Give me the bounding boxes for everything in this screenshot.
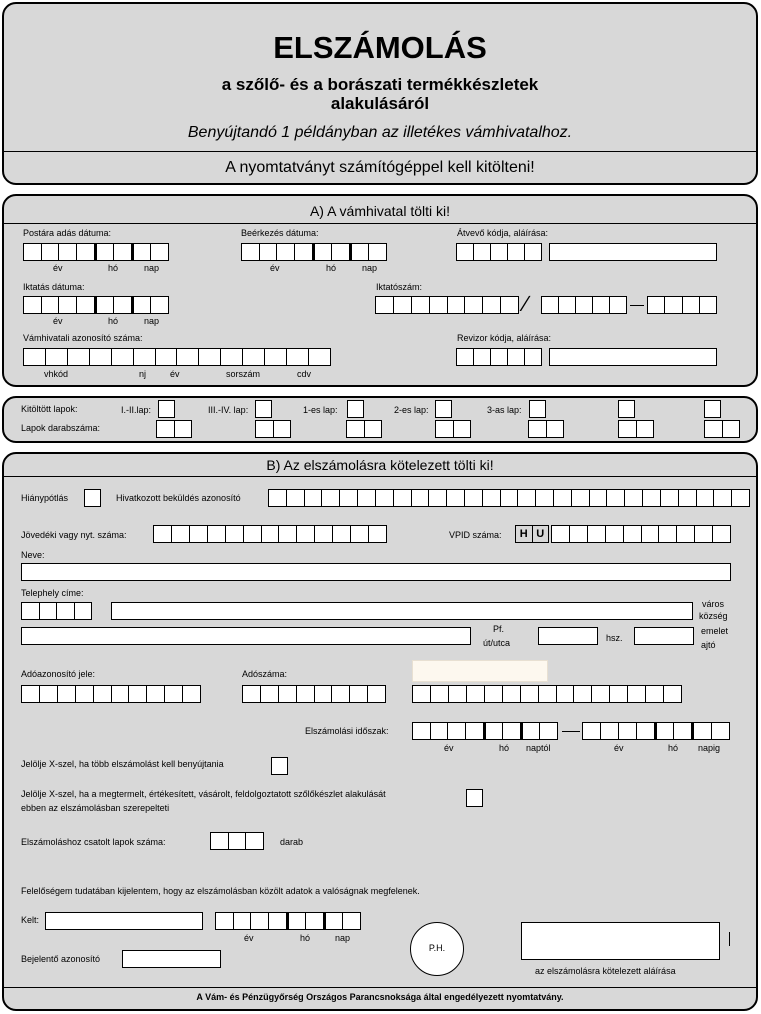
arrival-date-label: Beérkezés dátuma: (241, 228, 319, 238)
page-check-1-2[interactable] (158, 400, 175, 418)
house-number-label: hsz. (606, 633, 623, 643)
footer-divider (4, 987, 756, 988)
filled-pages-label: Kitöltött lapok: (21, 404, 78, 414)
ref-id-label: Hivatkozott beküldés azonosító (116, 493, 241, 503)
posting-date-day: nap (144, 263, 160, 273)
registration-date-label: Iktatás dátuma: (23, 282, 85, 292)
page-count-3-4[interactable] (255, 420, 291, 438)
submission-note: Benyújtandó 1 példányban az illetékes vámhivatalhoz. (187, 124, 573, 141)
section-a-divider (4, 223, 756, 224)
tax-number-extended-field[interactable] (412, 685, 682, 703)
header-divider (4, 151, 756, 152)
registration-slash: ∕ (524, 291, 528, 316)
multi-label: Jelölje X-szel, ha több elszámolást kell benyújtania (21, 759, 224, 769)
inspector-code-field[interactable] (456, 348, 542, 366)
registration-number-part3[interactable] (647, 296, 717, 314)
period-to-year: év (614, 743, 624, 753)
inspector-label: Revizor kódja, aláírása: (457, 333, 552, 343)
excise-number-field[interactable] (153, 525, 387, 543)
page-label-1-2: I.-II.lap: (121, 405, 152, 415)
tax-number-label: Adószáma: (242, 669, 288, 679)
reporter-field[interactable] (122, 950, 221, 968)
site-label: Telephely címe: (21, 588, 84, 598)
city-field[interactable] (111, 602, 693, 620)
page-count-label: Lapok darabszáma: (21, 423, 101, 433)
grape-checkbox[interactable] (466, 789, 483, 807)
deficiency-checkbox[interactable] (84, 489, 101, 507)
vpid-prefix (515, 525, 549, 543)
page-label-2: 2-es lap: (394, 405, 429, 415)
period-to-field[interactable] (582, 722, 730, 740)
customs-id-vhkod: vhkód (44, 369, 69, 379)
grape-line2: ebben az elszámolásban szerepelteti (21, 803, 170, 813)
tax-number-field[interactable] (242, 685, 386, 703)
vpid-label: VPID száma: (449, 530, 502, 540)
sign-date-field[interactable] (215, 912, 361, 930)
customs-id-field[interactable] (23, 348, 331, 366)
period-from-month: hó (499, 743, 510, 753)
grape-line1: Jelölje X-szel, ha a megtermelt, értékesített, vásárolt, feldolgoztatott szőlőkészlet alakulását (21, 789, 386, 799)
page-count-7[interactable] (704, 420, 740, 438)
period-from-year: év (444, 743, 454, 753)
page-count-1[interactable] (346, 420, 382, 438)
section-a-panel (2, 194, 758, 387)
registration-date-field[interactable] (23, 296, 169, 314)
signature-cursor (729, 932, 730, 946)
vpid-h: H (519, 528, 528, 540)
attached-unit: darab (280, 837, 304, 847)
period-from-day: naptól (526, 743, 551, 753)
sign-date-year: év (244, 933, 254, 943)
name-label: Neve: (21, 550, 45, 560)
sign-date-day: nap (335, 933, 351, 943)
period-dash (562, 731, 580, 732)
place-field[interactable] (45, 912, 203, 930)
section-a-title: A) A vámhivatal tölti ki! (309, 203, 451, 219)
excise-label: Jövedéki vagy nyt. száma: (21, 530, 127, 540)
stamp-label: P.H. (428, 943, 446, 953)
customs-id-ev: év (170, 369, 180, 379)
floor-label: emelet (701, 626, 729, 636)
page-check-6[interactable] (618, 400, 635, 418)
registration-number-label: Iktatószám: (376, 282, 423, 292)
door-label: ajtó (701, 640, 716, 650)
page-count-3[interactable] (528, 420, 564, 438)
attached-count-field[interactable] (210, 832, 264, 850)
place-label: Kelt: (21, 915, 40, 925)
registration-date-day: nap (144, 316, 160, 326)
page-label-3: 3-as lap: (487, 405, 522, 415)
header-panel (2, 2, 758, 185)
form-title: ELSZÁMOLÁS (273, 30, 487, 65)
customs-id-sorszam: sorszám (226, 369, 261, 379)
registration-date-year: év (53, 316, 63, 326)
page-label-1: 1-es lap: (303, 405, 338, 415)
page-count-6[interactable] (618, 420, 654, 438)
receiver-code-field[interactable] (456, 243, 542, 261)
pages-panel (2, 396, 758, 443)
section-b-panel (2, 452, 758, 1011)
posting-date-field[interactable] (23, 243, 169, 261)
registration-number-part2[interactable] (541, 296, 627, 314)
period-from-field[interactable] (412, 722, 558, 740)
page-check-2[interactable] (435, 400, 452, 418)
arrival-date-month: hó (326, 263, 337, 273)
subtitle-line2: alakulásáról (330, 94, 430, 113)
vpid-u: U (532, 526, 549, 542)
customs-id-label: Vámhivatali azonosító száma: (23, 333, 143, 343)
period-label: Elszámolási időszak: (305, 726, 389, 736)
deficiency-label: Hiánypótlás (21, 493, 69, 503)
name-field[interactable] (21, 563, 731, 581)
ref-id-field[interactable] (268, 489, 750, 507)
period-to-day: napig (698, 743, 721, 753)
tax-id-label: Adóazonosító jele: (21, 669, 96, 679)
fill-note: A nyomtatványt számítógéppel kell kitölteni! (225, 159, 535, 176)
city-label: város (702, 599, 725, 609)
receiver-label: Átvevő kódja, aláírása: (457, 228, 549, 238)
village-label: község (699, 611, 728, 621)
multi-checkbox[interactable] (271, 757, 288, 775)
pf-label: Pf. (493, 624, 505, 634)
footer-text: A Vám- és Pénzügyőrség Országos Parancsnoksága által engedélyezett nyomtatvány. (196, 992, 564, 1002)
declaration-text: Felelőségem tudatában kijelentem, hogy az elszámolásban közölt adatok a valóságnak megfelenek. (21, 886, 420, 896)
registration-number-part1[interactable] (375, 296, 519, 314)
stamp-circle (410, 922, 464, 976)
section-b-divider (4, 476, 756, 477)
customs-id-cdv: cdv (297, 369, 312, 379)
receiver-signature-field[interactable] (549, 243, 717, 261)
page-count-1-2[interactable] (156, 420, 192, 438)
street-type-label: út/utca (483, 638, 511, 648)
posting-date-month: hó (108, 263, 119, 273)
vpid-field[interactable] (551, 525, 731, 543)
arrival-date-day: nap (362, 263, 378, 273)
house-number-field[interactable] (634, 627, 694, 645)
page-check-3[interactable] (529, 400, 546, 418)
inspector-signature-field[interactable] (549, 348, 717, 366)
posting-date-label: Postára adás dátuma: (23, 228, 112, 238)
attached-label: Elszámoláshoz csatolt lapok száma: (21, 837, 166, 847)
reporter-label: Bejelentő azonosító (21, 954, 101, 964)
subtitle-line1: a szőlő- és a borászati termékkészletek (221, 75, 539, 94)
registration-date-month: hó (108, 316, 119, 326)
page-count-2[interactable] (435, 420, 471, 438)
customs-id-nj: nj (139, 369, 147, 379)
street-field[interactable] (21, 627, 471, 645)
page-check-7[interactable] (704, 400, 721, 418)
postal-code-field[interactable] (21, 602, 92, 620)
tax-id-field[interactable] (21, 685, 201, 703)
tax-highlight-field[interactable] (412, 660, 548, 682)
page-label-3-4: III.-IV. lap: (208, 405, 249, 415)
period-to-month: hó (668, 743, 679, 753)
street-type-field[interactable] (538, 627, 598, 645)
page-check-3-4[interactable] (255, 400, 272, 418)
page-check-1[interactable] (347, 400, 364, 418)
section-b-title: B) Az elszámolásra kötelezett tölti ki! (266, 457, 494, 473)
sign-date-month: hó (300, 933, 311, 943)
arrival-date-year: év (270, 263, 280, 273)
posting-date-year: év (53, 263, 63, 273)
arrival-date-field[interactable] (241, 243, 387, 261)
signature-caption: az elszámolásra kötelezett aláírása (535, 966, 676, 976)
signature-field[interactable] (521, 922, 720, 960)
registration-dash (630, 305, 644, 306)
